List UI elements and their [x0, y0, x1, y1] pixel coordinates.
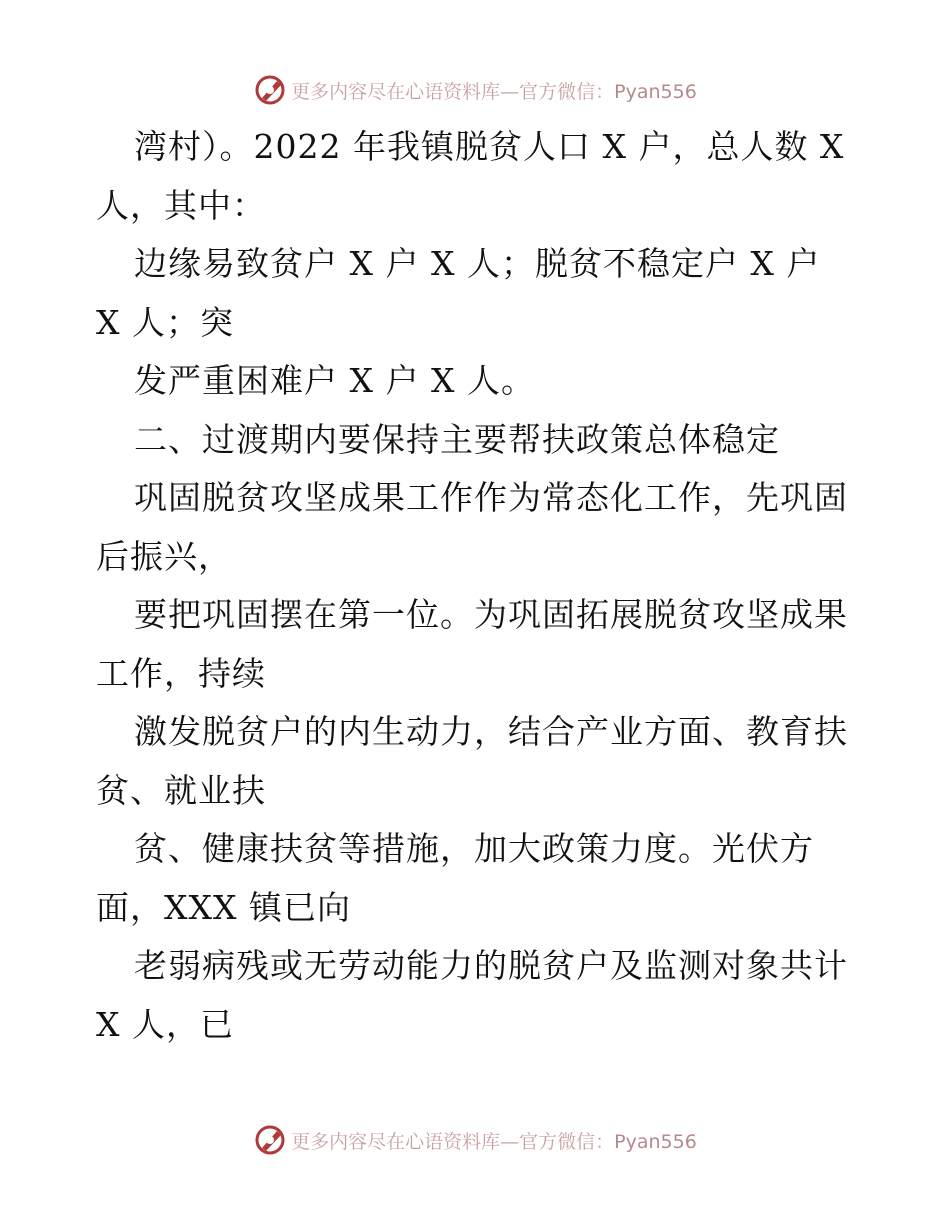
- section-heading: 二、过渡期内要保持主要帮扶政策总体稳定: [134, 419, 780, 459]
- text-line: 老弱病残或无劳动能力的脱贫户及监测对象共计: [134, 946, 848, 985]
- text-line: 工作，持续: [96, 653, 266, 693]
- text-line: X 人，已: [96, 1004, 234, 1044]
- text-line: 面，XXX 镇已向: [96, 887, 351, 927]
- wechat-id: Pyan556: [614, 80, 697, 103]
- text-line: 巩固脱贫攻坚成果工作作为常态化工作，先巩固: [134, 478, 848, 517]
- text-line: 贫、健康扶贫等措施，加大政策力度。光伏方: [134, 829, 814, 868]
- text-line: 边缘易致贫户 X 户 X 人；脱贫不稳定户 X 户: [134, 244, 821, 283]
- text-line: 湾村）。2022 年我镇脱贫人口 X 户，总人数 X: [134, 127, 845, 166]
- wechat-id: Pyan556: [614, 1130, 697, 1153]
- header-banner: [0, 68, 950, 112]
- banner-text: 更多内容尽在心语资料库—官方微信：Pyan556: [291, 80, 697, 103]
- text-line: 发严重困难户 X 户 X 人。: [134, 361, 535, 400]
- text-line: X 人；突: [96, 302, 234, 342]
- footer-banner: [0, 1118, 950, 1162]
- text-line: 人，其中：: [96, 185, 266, 225]
- text-line: 要把巩固摆在第一位。为巩固拓展脱贫攻坚成果: [134, 595, 848, 634]
- pen-logo-icon: [253, 73, 287, 107]
- text-line: 贫、就业扶: [96, 770, 266, 810]
- banner-text: 更多内容尽在心语资料库—官方微信：Pyan556: [291, 1130, 697, 1153]
- text-line: 激发脱贫户的内生动力，结合产业方面、教育扶: [134, 712, 848, 751]
- document-body: [96, 118, 856, 1054]
- text-line: 后振兴，: [96, 536, 232, 576]
- pen-logo-icon: [253, 1123, 287, 1157]
